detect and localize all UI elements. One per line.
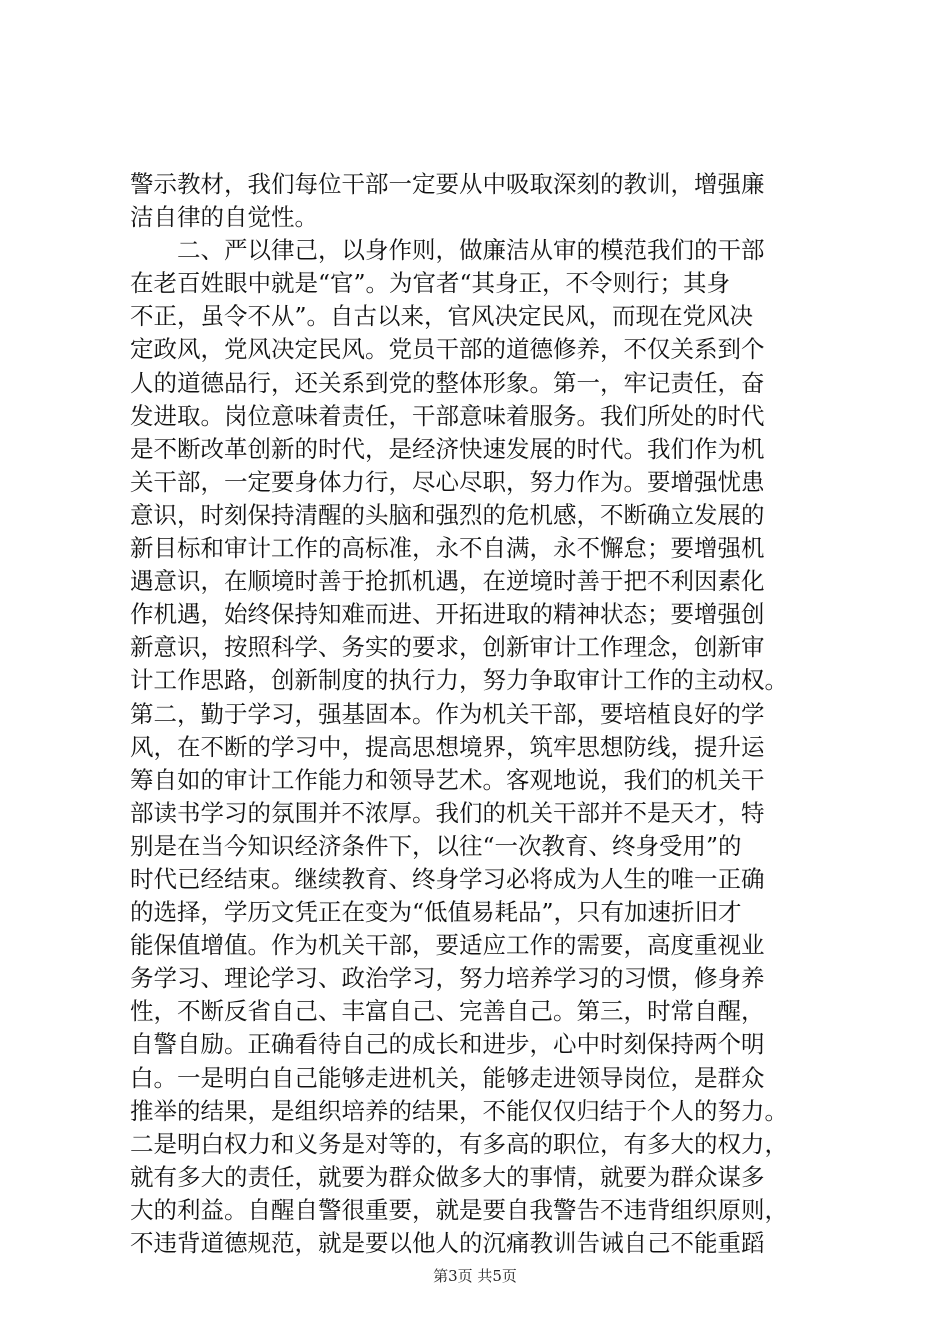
text-line: 风，在不断的学习中，提高思想境界，筑牢思想防线，提升运: [130, 732, 765, 761]
text-line: 大的利益。自醒自警很重要，就是要自我警告不违背组织原则，: [130, 1195, 788, 1224]
text-line: 发进取。岗位意味着责任，干部意味着服务。我们所处的时代: [130, 401, 765, 430]
text-line: 的选择，学历文凭正在变为“低值易耗品”，只有加速折旧才: [130, 898, 742, 927]
text-line: 筹自如的审计工作能力和领导艺术。客观地说，我们的机关干: [130, 765, 765, 794]
text-line: 推举的结果，是组织培养的结果，不能仅仅归结于个人的努力。: [130, 1096, 788, 1125]
text-line: 遇意识，在顺境时善于抢抓机遇，在逆境时善于把不利因素化: [130, 567, 765, 596]
text-line: 别是在当今知识经济条件下，以往“一次教育、终身受用”的: [130, 831, 742, 860]
text-line: 就有多大的责任，就要为群众做多大的事情，就要为群众谋多: [130, 1162, 765, 1191]
text-line: 新目标和审计工作的高标准，永不自满，永不懈怠；要增强机: [130, 534, 765, 563]
text-line: 关干部，一定要身体力行，尽心尽职，努力作为。要增强忧患: [130, 467, 765, 496]
document-body: [130, 168, 842, 1260]
text-line: 意识，时刻保持清醒的头脑和强烈的危机感，不断确立发展的: [130, 500, 765, 529]
page-footer: [0, 1266, 950, 1286]
text-line: 二、严以律己，以身作则，做廉洁从审的模范我们的干部: [130, 236, 765, 265]
text-line: 第二，勤于学习，强基固本。作为机关干部，要培植良好的学: [130, 699, 765, 728]
page-number-label: 第3页 共5页: [433, 1267, 517, 1285]
text-line: 部读书学习的氛围并不浓厚。我们的机关干部并不是天才，特: [130, 798, 765, 827]
text-line: 作机遇，始终保持知难而进、开拓进取的精神状态；要增强创: [130, 600, 765, 629]
text-line: 二是明白权力和义务是对等的，有多高的职位，有多大的权力，: [130, 1129, 788, 1158]
text-line: 在老百姓眼中就是“官”。为官者“其身正，不令则行；其身: [130, 269, 731, 298]
text-line: 不正，虽令不从”。自古以来，官风决定民风，而现在党风决: [130, 302, 754, 331]
text-line: 务学习、理论学习、政治学习，努力培养学习的习惯，修身养: [130, 964, 765, 993]
text-line: 定政风，党风决定民风。党员干部的道德修养，不仅关系到个: [130, 335, 765, 364]
text-line: 不违背道德规范，就是要以他人的沉痛教训告诫自己不能重蹈: [130, 1229, 765, 1257]
text-line: 计工作思路，创新制度的执行力，努力争取审计工作的主动权。: [130, 666, 788, 695]
text-line: 自警自励。正确看待自己的成长和进步，心中时刻保持两个明: [130, 1030, 765, 1059]
text-line: 能保值增值。作为机关干部，要适应工作的需要，高度重视业: [130, 931, 765, 960]
text-line: 新意识，按照科学、务实的要求，创新审计工作理念，创新审: [130, 633, 765, 662]
text-line: 白。一是明白自己能够走进机关，能够走进领导岗位，是群众: [130, 1063, 765, 1092]
text-line: 是不断改革创新的时代，是经济快速发展的时代。我们作为机: [130, 434, 765, 463]
text-line: 人的道德品行，还关系到党的整体形象。第一，牢记责任，奋: [130, 368, 765, 397]
text-line: 洁自律的自觉性。: [130, 203, 318, 232]
text-line: 时代已经结束。继续教育、终身学习必将成为人生的唯一正确: [130, 864, 765, 893]
text-line: 性，不断反省自己、丰富自己、完善自己。第三，时常自醒，: [130, 997, 765, 1026]
text-line: 警示教材，我们每位干部一定要从中吸取深刻的教训，增强廉: [130, 170, 765, 198]
